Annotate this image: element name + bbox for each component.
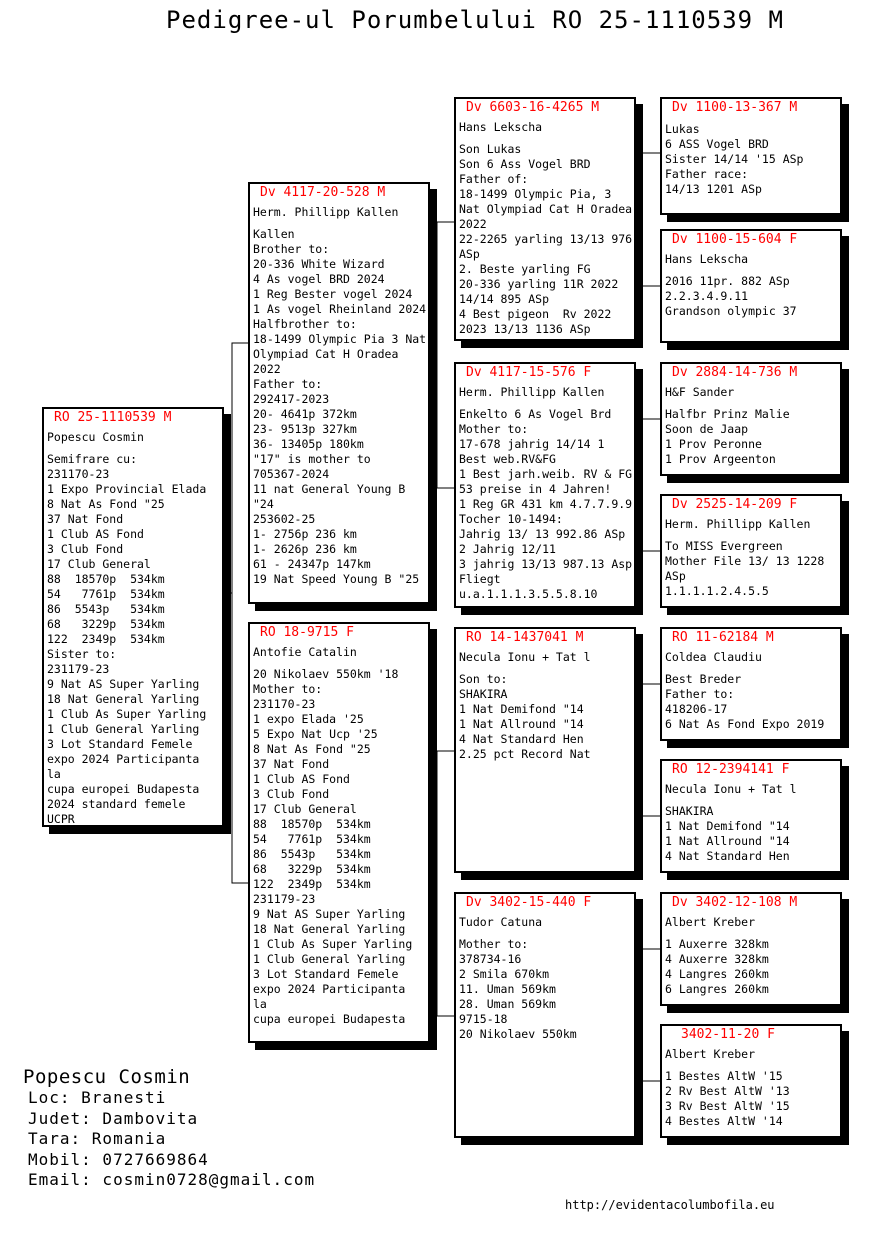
ssd-ring-number: Dv 1100-15-604 F [672,232,798,247]
dam-dam-card [454,892,636,1138]
subject-ring-number: RO 25-1110539 M [54,410,172,425]
sds-ring-number: Dv 2884-14-736 M [672,365,798,380]
dam-sire-ring-number: RO 14-1437041 M [466,630,584,645]
sire-dam-ring-number: Dv 4117-15-576 F [466,365,592,380]
breeder-email: Email: cosmin0728@gmail.com [28,1170,316,1189]
ssd-owner: Hans Lekscha [665,252,749,266]
breeder-country: Tara: Romania [28,1129,167,1148]
dam-dam-owner: Tudor Catuna [459,915,543,929]
breeder-county: Judet: Dambovita [28,1108,199,1128]
dam-sire-card [454,627,636,873]
website-link[interactable]: http://evidentacolumbofila.eu [565,1198,775,1212]
dsd-owner: Necula Ionu + Tat l [665,782,797,796]
ssd-card [660,229,842,343]
dam-sire-owner: Necula Ionu + Tat l [459,650,591,664]
sire-sire-ring-number: Dv 6603-16-4265 M [466,100,600,115]
sire-sire-card [454,97,636,341]
sdd-ring-number: Dv 2525-14-209 F [672,497,798,512]
sire-ring-number: Dv 4117-20-528 M [260,185,386,200]
sire-owner: Herm. Phillipp Kallen [253,205,399,219]
subject-pigeon-card [42,407,224,827]
sds-notes: Halfbr Prinz Malie Soon de Jaap 1 Prov Peronne 1 Prov Argeenton [665,407,790,466]
dam-dam-notes: Mother to: 378734-16 2 Smila 670km 11. Uman 569km 28. Uman 569km 9715-18 20 Nikolaev 550km [459,937,577,1041]
dss-card [660,627,842,741]
dam-dam-ring-number: Dv 3402-15-440 F [466,895,592,910]
breeder-contact-block [23,1066,315,1191]
ddd-owner: Albert Kreber [665,1047,756,1061]
sss-card [660,97,842,215]
dds-card [660,892,842,1006]
sire-card [248,182,430,604]
sire-sire-owner: Hans Lekscha [459,120,543,134]
sss-notes: Lukas 6 ASS Vogel BRD Sister 14/14 '15 ASp Father race: 14/13 1201 ASp [665,122,804,196]
dam-card [248,622,430,1043]
ddd-ring-number: 3402-11-20 F [681,1027,775,1042]
sire-dam-notes: Enkelto 6 As Vogel Brd Mother to: 17-678 jahrig 14/14 1 Best web.RV&FG 1 Best jarh.weib. RV & FG 53 preise in 4 Jahren! 1 Reg GR 431 km 4.7.7.9.9 Tocher 10-1494: Jahrig 13/ 13 992.86 ASp 2 Jahrig 12/11 3 jahrig 13/13 987.13 Asp Fliegt u.a.1.1.1.3.5.5.8.10 [459,407,633,601]
sire-dam-owner: Herm. Phillipp Kallen [459,385,605,399]
dss-ring-number: RO 11-62184 M [672,630,774,645]
sds-card [660,362,842,476]
subject-owner: Popescu Cosmin [47,430,144,444]
page-title: Pedigree-ul Porumbelului RO 25-1110539 M [166,6,784,34]
dam-ring-number: RO 18-9715 F [260,625,354,640]
sdd-card [660,494,842,608]
ddd-card [660,1024,842,1138]
breeder-location: Loc: Branesti [28,1088,167,1107]
ssd-notes: 2016 11pr. 882 ASp 2.2.3.4.9.11 Grandson olympic 37 [665,274,797,318]
dss-owner: Coldea Claudiu [665,650,762,664]
dam-notes: 20 Nikolaev 550km '18 Mother to: 231170-23 1 expo Elada '25 5 Expo Nat Ucp '25 8 Nat As Fond "25 37 Nat Fond 1 Club AS Fond 3 Club Fond 17 Club General 88 18570p 534km 54 7761p 534km 86 5543p 534km 68 3229p 534km 122 2349p 534km 231179-23 9 Nat AS Super Yarling 18 Nat General Yarling 1 Club As Super Yarling 1 Club General Yarling 3 Lot Standard Femele expo 2024 Participanta la cupa europei Budapesta [253,667,413,1026]
dss-notes: Best Breder Father to: 418206-17 6 Nat As Fond Expo 2019 [665,672,825,731]
dsd-notes: SHAKIRA 1 Nat Demifond "14 1 Nat Allround "14 4 Nat Standard Hen [665,804,790,863]
sds-owner: H&F Sander [665,385,735,399]
sss-ring-number: Dv 1100-13-367 M [672,100,798,115]
ddd-notes: 1 Bestes AltW '15 2 Rv Best AltW '13 3 Rv Best AltW '15 4 Bestes AltW '14 [665,1069,790,1128]
breeder-phone: Mobil: 0727669864 [28,1149,209,1169]
dam-sire-notes: Son to: SHAKIRA 1 Nat Demifond "14 1 Nat Allround "14 4 Nat Standard Hen 2.25 pct Record Nat [459,672,591,761]
sire-dam-card [454,362,636,608]
sdd-owner: Herm. Phillipp Kallen [665,517,811,531]
dsd-card [660,759,842,873]
dsd-ring-number: RO 12-2394141 F [672,762,790,777]
dam-owner: Antofie Catalin [253,645,357,659]
dds-ring-number: Dv 3402-12-108 M [672,895,798,910]
breeder-name: Popescu Cosmin [23,1066,191,1088]
dds-notes: 1 Auxerre 328km 4 Auxerre 328km 4 Langres 260km 6 Langres 260km [665,937,769,996]
sire-notes: Kallen Brother to: 20-336 White Wizard 4 As vogel BRD 2024 1 Reg Bester vogel 2024 1 As vogel Rheinland 2024 Halfbrother to: 18-1499 Olympic Pia 3 Nat Olympiad Cat H Oradea 2022 Father to: 292417-2023 20- 4641p 372km 23- 9513p 327km 36- 13405p 180km "17" is mother to 705367-2024 11 nat General Young B "24 253602-25 1- 2756p 236 km 1- 2626p 236 km 61 - 24347p 147km 19 Nat Speed Young B "25 [253,227,427,586]
sdd-notes: To MISS Evergreen Mother File 13/ 13 1228 ASp 1.1.1.1.2.4.5.5 [665,539,825,598]
dds-owner: Albert Kreber [665,915,756,929]
subject-notes: Semifrare cu: 231170-23 1 Expo Provincial Elada 8 Nat As Fond "25 37 Nat Fond 1 Club AS Fond 3 Club Fond 17 Club General 88 18570p 534km 54 7761p 534km 86 5543p 534km 68 3229p 534km 122 2349p 534km Sister to: 231179-23 9 Nat AS Super Yarling 18 Nat General Yarling 1 Club As Super Yarling 1 Club General Yarling 3 Lot Standard Femele expo 2024 Participanta la cupa europei Budapesta 2024 standard femele UCPR [47,452,207,826]
sire-sire-notes: Son Lukas Son 6 Ass Vogel BRD Father of: 18-1499 Olympic Pia, 3 Nat Olympiad Cat H Oradea 2022 22-2265 yarling 13/13 976 ASp 2. Beste yarling FG 20-336 yarling 11R 2022 14/14 895 ASp 4 Best pigeon Rv 2022 2023 13/13 1136 ASp [459,142,633,336]
